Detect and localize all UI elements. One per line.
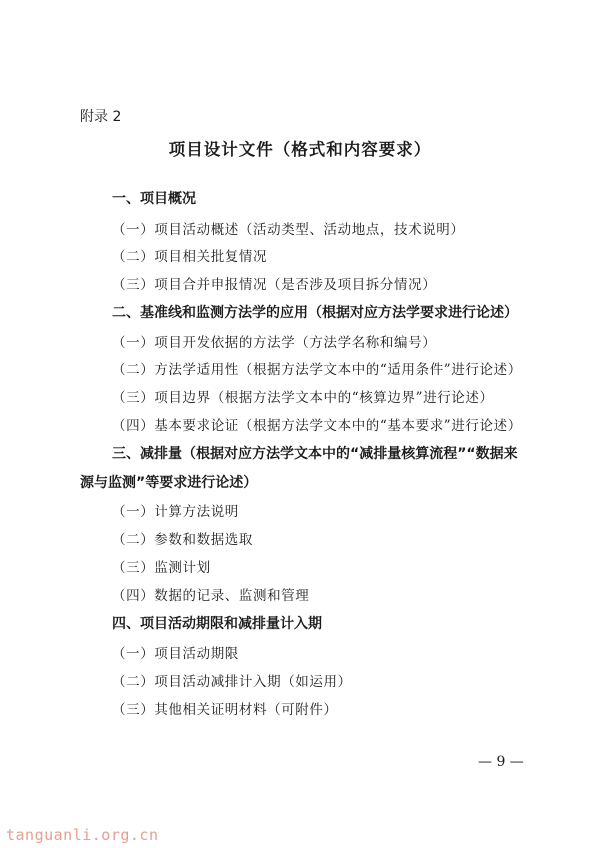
section-2-item-2: （二）方法学适用性（根据方法学文本中的“适用条件”进行论述） [112,362,522,378]
section-2-item-1: （一）项目开发依据的方法学（方法学名称和编号） [112,335,437,351]
document-title: 项目设计文件（格式和内容要求） [168,140,432,159]
watermark: tanguanli.org.cn [6,826,159,844]
section-2-item-3: （三）项目边界（根据方法学文本中的“核算边界”进行论述） [112,390,494,406]
section-3-heading-line-2: 源与监测”等要求进行论述） [80,475,258,491]
appendix-label: 附录 2 [80,109,122,125]
section-2-heading: 二、基准线和监测方法学的应用（根据对应方法学要求进行论述） [112,305,518,321]
section-3-item-3: （三）监测计划 [112,560,211,576]
section-1-heading: 一、项目概况 [112,191,196,207]
section-2-item-4: （四）基本要求论证（根据方法学文本中的“基本要求”进行论述） [112,418,522,434]
section-3-heading-line-1: 三、减排量（根据对应方法学文本中的“减排量核算流程”“数据来 [112,446,518,462]
section-1-item-1: （一）项目活动概述（活动类型、活动地点，技术说明） [112,222,465,238]
section-1-item-2: （二）项目相关批复情况 [112,249,268,265]
section-3-item-4: （四）数据的记录、监测和管理 [112,588,310,604]
section-4-item-1: （一）项目活动期限 [112,646,239,662]
section-3-item-1: （一）计算方法说明 [112,504,239,520]
section-4-item-2: （二）项目活动减排计入期（如运用） [112,674,352,690]
section-4-item-3: （三）其他相关证明材料（可附件） [112,702,338,718]
section-3-item-2: （二）参数和数据选取 [112,532,253,548]
page-number: — 9 — [478,754,524,770]
section-4-heading: 四、项目活动期限和减排量计入期 [112,616,322,632]
section-1-item-3: （三）项目合并申报情况（是否涉及项目拆分情况） [112,277,437,293]
